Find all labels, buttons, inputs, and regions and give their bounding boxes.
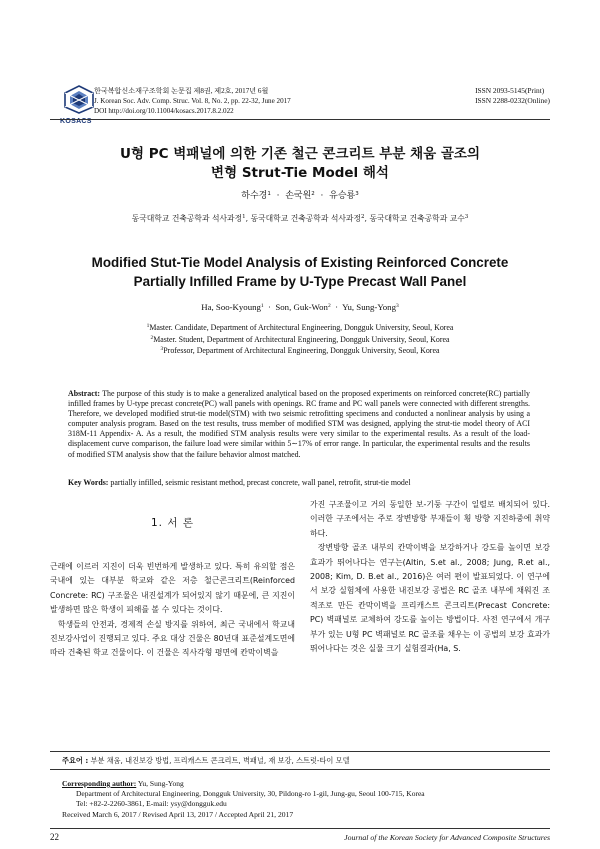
section-heading-introduction: 1. 서 론: [151, 517, 194, 529]
journal-name-ko: 한국복합신소재구조학회 논문집 제8권, 제2호, 2017년 6월: [94, 87, 269, 95]
issn-block: [475, 86, 550, 106]
authors-english: Ha, Soo-Kyoung$^1$ · Son, Guk-Won$^2$ · Yu, Sung-Yong$^3$: [201, 302, 399, 312]
affil-en-3: Professor, Department of Architectural Engineering, Dongguk University, Seoul, Korea: [163, 346, 440, 356]
abstract-text: The purpose of this study is to make a generalized analytical based on the proposed experiments on reinforced concrete(RC) partially infilled frames by U-type precast concrete(PC) wall panels with openings. RC frame and PC wall panels were connected with different strengths. Therefore, we developed modified strut-tie model(STM) with two seismic retrofitting specimens and conducted a nonlinear analysis by using a computer analysis program. Based on the test results, truss member of modified STM was designed, applying the strut-tie model theory of ACI 318M-11 Appendix- A. As a result, the modified STM analysis results were very similar to the experimental results. As a result of the load-displacement curve comparison, the failure load were similar within 5∼17% of error range. In particular, the experimental results and the results of modified STM analysis show that the failure behavior almost matched.: [68, 389, 530, 459]
doi-link[interactable]: DOI http://doi.org/10.11004/kosacs.2017.8.2.022: [94, 107, 234, 115]
corresponding-label: Corresponding author:: [62, 779, 137, 788]
affil-en-2: Master. Student, Department of Architectural Engineering, Dongguk University, Seoul, Korea: [153, 334, 450, 344]
author-ko-3: 유승룡: [329, 191, 356, 201]
corresponding-author: [62, 779, 425, 810]
footnote-rule: [50, 751, 550, 752]
abstract: [68, 389, 530, 460]
paragraph: 가진 구조물이고 거의 동일한 보-기둥 구간이 일렬로 배치되어 있다. 이러한 구조에서는 주로 장변방향 부재들이 횡 방향 지진하중에 취약하다.: [310, 500, 550, 538]
title-korean-line1: U형 PC 벽패널에 의한 기존 철근 콘크리트 부분 채움 골조의: [120, 146, 480, 162]
keywords: [68, 478, 530, 488]
title-english-line2: Partially Infilled Frame by U-Type Precast Wall Panel: [133, 274, 467, 289]
author-en-2: Son, Guk-Won: [275, 302, 328, 312]
affiliations-english: $^1$Master. Candidate, Department of Architectural Engineering, Dongguk University, Seoul, Korea $^2$Master. Student, Department of Architectural Engineering, Dongguk University, Seoul, Korea $^3$Professor, Department of Architectural Engineering, Dongguk University, Seoul, Korea: [146, 323, 454, 356]
separator: ·: [320, 191, 324, 201]
body-column-left: [50, 560, 295, 661]
footnote-keywords-ko: [62, 756, 350, 766]
body-column-right: [310, 498, 550, 656]
footnote-keywords-label: 주요어 :: [62, 756, 89, 765]
affil-ko-1: 동국대학교 건축공학과 석사과정: [131, 214, 243, 223]
paragraph: 학생들의 안전과, 경제적 손실 방지를 위하여, 최근 국내에서 학교내진보강사업이 진행되고 있다. 주요 대상 건물은 80년대 표준설계도면에 따라 건축된 학교 건물이다. 이 건물은 직사각형 평면에 칸막이벽을: [50, 619, 295, 658]
issn-print: ISSN 2093-5145(Print): [475, 86, 545, 95]
separator: ·: [276, 191, 280, 201]
received-dates: Received March 6, 2017 / Revised April 13, 2017 / Accepted April 21, 2017: [62, 810, 294, 819]
journal-name-en: J. Korean Soc. Adv. Comp. Struc. Vol. 8, No. 2, pp. 22-32, June 2017: [94, 97, 291, 105]
separator: ·: [335, 302, 339, 312]
affil-ko-3: 동국대학교 건축공학과 교수: [369, 214, 465, 223]
paragraph: 근래에 이르러 지진이 더욱 빈번하게 발생하고 있다. 특히 유의할 점은 국내에 있는 대부분 학교와 같은 저층 철근콘크리트(Reinforced Concrete: RC) 구조물은 내진설계가 되어있지 않기 때문에, 큰 지진이 발생하면 많은 학생이 피해를 볼 수 있다는 것이다.: [50, 562, 295, 615]
header-rule: [50, 119, 550, 120]
author-ko-2: 손국원: [285, 191, 312, 201]
keywords-text: partially infilled, seismic resistant method, precast concrete, wall panel, retrofit, strut-tie model: [108, 478, 411, 487]
journal-header: [94, 86, 291, 116]
footnote-keywords-text: 부분 채움, 내진보강 방법, 프리캐스트 콘크리트, 벽패널, 재 보강, 스트럿-타이 모델: [88, 756, 350, 765]
page-number: 22: [50, 832, 59, 842]
affil-en-1: Master. Candidate, Department of Architectural Engineering, Dongguk University, Seoul, Korea: [149, 323, 454, 332]
issn-online: ISSN 2288-0232(Online): [475, 96, 550, 105]
title-english-line1: Modified Stut-Tie Model Analysis of Existing Reinforced Concrete: [91, 255, 509, 270]
authors-korean: 하수경$^1$ · 손국원$^2$ · 유승룡$^3$: [241, 191, 359, 201]
title-english: [0, 253, 600, 291]
abstract-label: Abstract:: [68, 389, 100, 398]
keywords-label: Key Words:: [68, 478, 109, 487]
affiliations-korean: 동국대학교 건축공학과 석사과정$^1$, 동국대학교 건축공학과 석사과정$^2$, 동국대학교 건축공학과 교수$^3$: [131, 214, 469, 223]
author-ko-1: 하수경: [241, 191, 268, 201]
kosacs-logo-icon: [62, 84, 96, 114]
paragraph: 장변방향 골조 내부의 칸막이벽을 보강하거나 강도를 높이면 보강 효과가 뛰어나다는 연구는(Altin, S.et al., 2008; Jung, R.et al., 2008; Kim, D. B.et al., 2016)은 여러 편이 발표되었다. 이 연구에서 보강 실험체에 사용한 내진보강 공법은 RC 골조 내부에 채워진 조적조로 만든 칸막이벽을 프리캐스트 콘크리트(Precast Concrete: PC) 벽패널로 교체하여 강도를 높이는 방법이다. 사전 연구에서 개구부가 있는 U형 PC 벽패널로 RC 골조를 채우는 이 공법의 보강 효과가 뛰어나다는 것은 실물 크기 실험결과(Ha, S.: [310, 543, 550, 654]
logo-text: KOSACS: [60, 118, 92, 125]
separator: ·: [268, 302, 271, 312]
journal-footer: Journal of the Korean Society for Advanced Composite Structures: [344, 833, 550, 842]
corresponding-contact[interactable]: Tel: +82-2-2260-3861, E-mail: ysy@dongguk.edu: [76, 799, 227, 809]
title-korean-line2: 변형 Strut-Tie Model 해석: [211, 165, 389, 181]
author-en-3: Yu, Sung-Yong: [342, 302, 396, 312]
corresponding-address: Department of Architectural Engineering, Dongguk University, 30, Pildong-ro 1-gil, Jung-gu, Seoul 100-715, Korea: [76, 789, 425, 799]
corresponding-name: Yu, Sung-Yong: [136, 779, 184, 788]
title-korean: [0, 145, 600, 183]
author-en-1: Ha, Soo-Kyoung: [201, 302, 261, 312]
footer-rule: [50, 828, 550, 829]
affil-ko-2: 동국대학교 건축공학과 석사과정: [250, 214, 361, 223]
footnote-rule-2: [50, 769, 550, 770]
